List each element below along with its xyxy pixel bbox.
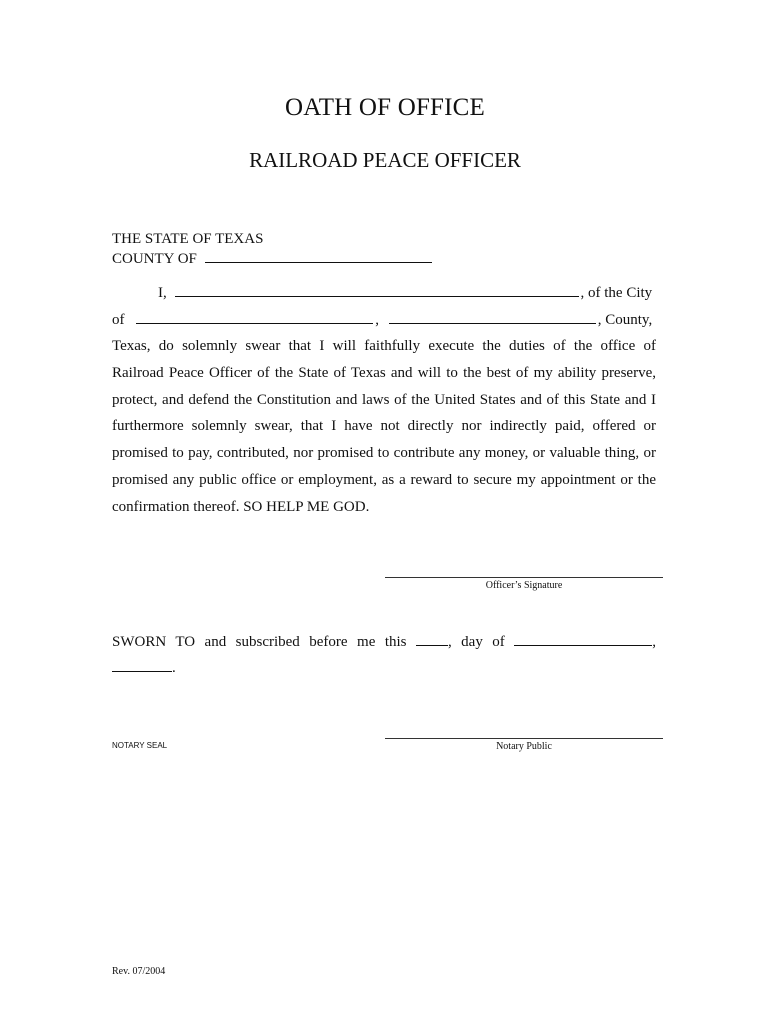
- oath-county-label: , County,: [597, 312, 653, 328]
- oath-of-label: of: [112, 312, 125, 328]
- state-line: THE STATE OF TEXAS: [112, 231, 264, 247]
- county-line: [112, 250, 432, 268]
- sworn-year-blank[interactable]: [112, 659, 172, 672]
- oath-line-2: [112, 311, 652, 329]
- oath-line-4: Railroad Peace Officer of the State of Texas and will to the best of my ability preserve,: [112, 365, 656, 381]
- notary-public-label: Notary Public: [496, 741, 552, 752]
- oath-line-1: [158, 284, 652, 302]
- sworn-text: SWORN TO and subscribed before me this: [112, 634, 407, 650]
- sworn-line: [112, 633, 656, 651]
- page-title: OATH OF OFFICE: [284, 94, 486, 121]
- oath-of-the-city: , of the City: [580, 285, 653, 301]
- officer-name-blank[interactable]: [175, 284, 579, 297]
- sworn-year-line: [112, 659, 176, 677]
- county-blank[interactable]: [205, 250, 432, 263]
- oath-line-8: promised any public office or employment, as a reward to secure my appointment or the: [112, 472, 656, 488]
- oath-line-5: protect, and defend the Constitution and laws of the United States and of this State and I: [112, 392, 656, 408]
- officer-signature-line[interactable]: [385, 577, 663, 578]
- sworn-day-blank[interactable]: [416, 633, 448, 646]
- notary-seal-label: NOTARY SEAL: [112, 741, 168, 750]
- sworn-month-blank[interactable]: [514, 633, 652, 646]
- revision-label: Rev. 07/2004: [112, 966, 166, 977]
- sworn-day-of: , day of: [447, 634, 505, 650]
- oath-line-6: furthermore solemnly swear, that I have not directly nor indirectly paid, offered or: [112, 418, 656, 434]
- oath-line-9: confirmation thereof. SO HELP ME GOD.: [112, 499, 370, 515]
- county-name-blank[interactable]: [389, 311, 596, 324]
- sworn-comma: ,: [652, 634, 657, 650]
- notary-signature-line[interactable]: [385, 738, 663, 739]
- oath-i-label: I,: [158, 285, 167, 301]
- city-blank[interactable]: [136, 311, 373, 324]
- oath-comma: ,: [375, 312, 379, 328]
- county-label: COUNTY OF: [112, 251, 197, 267]
- sworn-period: .: [172, 660, 176, 676]
- officer-signature-label: Officer’s Signature: [485, 580, 563, 591]
- oath-line-7: promised to pay, contributed, nor promised to contribute any money, or valuable thing, or: [112, 445, 656, 461]
- oath-line-3: Texas, do solemnly swear that I will faithfully execute the duties of the office of: [112, 338, 656, 354]
- page-subtitle: RAILROAD PEACE OFFICER: [249, 148, 521, 172]
